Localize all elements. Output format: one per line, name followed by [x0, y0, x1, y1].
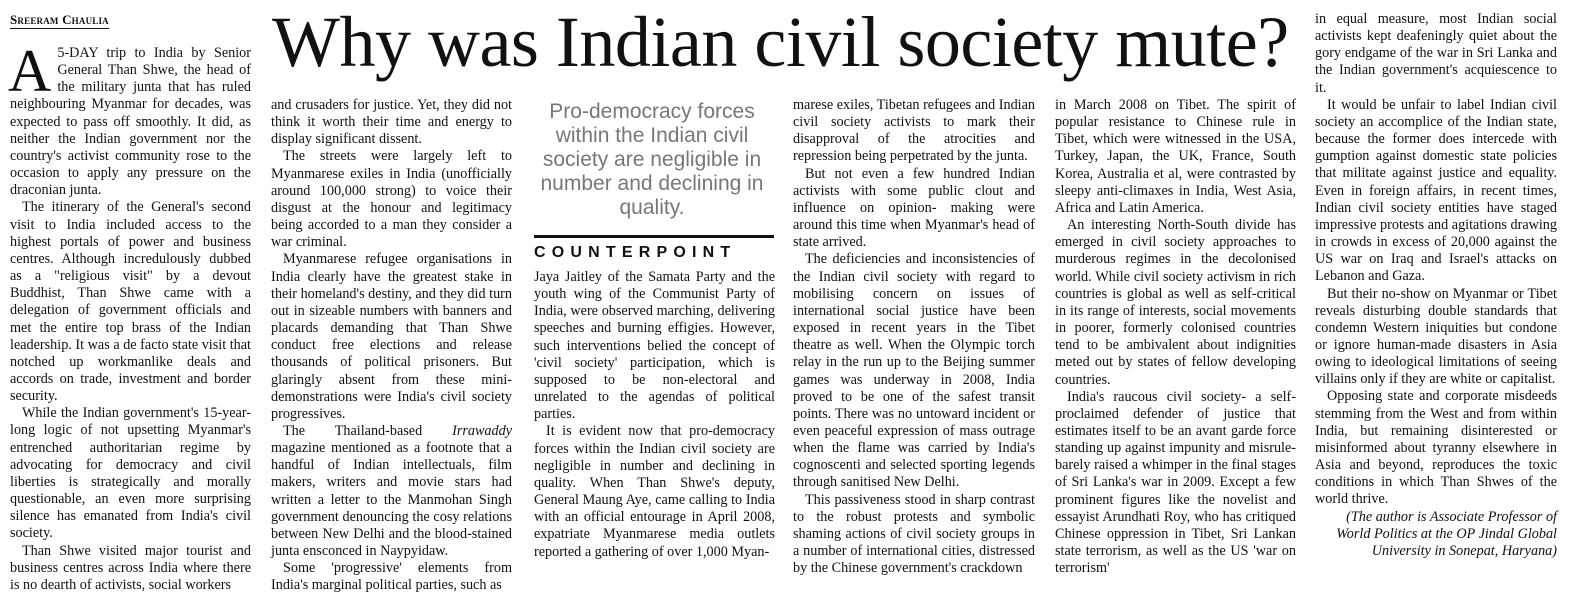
section-kicker: COUNTERPOINT	[534, 244, 737, 261]
paragraph: Myanmarese refugee organisations in India clearly have the greatest stake in their homeland's destiny, and they did turn out in sizeable numbers with banners and placards demanding that Than Shwe conduct free elections and release thousands of political prisoners. But glaringly absent from these mini-demonstrations were India's civil society progressives.	[271, 251, 512, 422]
byline: Sreeram Chaulia	[10, 12, 109, 27]
drop-cap: A	[8, 38, 52, 104]
article-column-5	[1055, 97, 1296, 577]
paragraph: It would be unfair to label Indian civil society an accomplice of the Indian state, because the former does intercede with gumption against domestic state policies that militate against justice and equality. Even in foreign affairs, in recent times, Indian civil society entities have staged impressive protests and agitations drawing in crowds in excess of 20,000 against the US war on Iraq and Israel's attacks on Lebanon and Gaza.	[1315, 96, 1557, 285]
headline: Why was Indian civil society mute?	[272, 2, 1289, 82]
paragraph	[8, 38, 251, 199]
article-column-1	[8, 38, 251, 594]
author-credit: (The author is Associate Professor of World Politics at the OP Jindal Global University in Sonepat, Haryana)	[1336, 508, 1557, 559]
paragraph: While the Indian government's 15-year-long logic of not upsetting Myanmar's entrenched authoritarian regime by advocating for democracy and civil liberties is strategically and morally questionable, an even more surprising silence has emanated from India's civil society.	[10, 405, 251, 542]
paragraph: Opposing state and corporate misdeeds stemming from the West and from within India, but remaining disinterested or misinformed about tyranny elsewhere in Asia and beyond, reproduces the toxic conditions in which Than Shwes of the world thrive.	[1315, 388, 1557, 508]
article-column-6	[1315, 11, 1557, 560]
paragraph: marese exiles, Tibetan refugees and Indian civil society activists to mark their disapproval of the atrocities and repression being perpetrated by the junta.	[793, 97, 1035, 165]
paragraph: Than Shwe visited major tourist and business centres across India where there is no dearth of activists, social workers	[10, 542, 251, 593]
paragraph: The streets were largely left to Myanmarese exiles in India (unofficially around 100,000 strong) to voice their disgust at the honour and legitimacy being accorded to a man they consider a war criminal.	[271, 148, 512, 251]
paragraph: and crusaders for justice. Yet, they did not think it worth their time and energy to display significant dissent.	[271, 97, 512, 148]
paragraph: in equal measure, most Indian social activists kept deafeningly quiet about the gory endgame of the war in Sri Lanka and the Indian government's acquiescence to it.	[1315, 11, 1557, 96]
divider	[534, 235, 774, 238]
paragraph-text: The Thailand-based	[283, 422, 453, 439]
pull-quote: Pro-democracy forces within the Indian civil society are negligible in number and declining in quality.	[540, 100, 764, 219]
paragraph	[271, 423, 512, 560]
paragraph-text: 5-DAY trip to India by Senior General Than Shwe, the head of the military junta that has ruled neighbouring Myanmar for decades, was expected to pass off smoothly. It did, as neither the Indian government nor the country's activist community rose to the occasion to apply any pressure on the draconian junta.	[10, 45, 251, 199]
article-column-2	[271, 97, 512, 595]
magazine-name: Irrawaddy	[452, 422, 512, 439]
paragraph: The deficiencies and inconsistencies of the Indian civil society with regard to mobilising concern on issues of international social justice have been exposed in recent years in the Tibet theatre as well. When the Olympic torch relay in the run up to the Beijing summer games was underway in 2008, India proved to be one of the safest transit points. There was no untoward incident or even peaceful expression of mass outrage when the flame was carried by India's cognoscenti and selected sporting legends through sanitised New Delhi.	[793, 251, 1035, 491]
paragraph: India's raucous civil society- a self-proclaimed defender of justice that estimates itself to be an avant garde force standing up against impunity and misrule- barely raised a whimper in the final stages of Sri Lanka's war in 2009. Except a few prominent figures like the novelist and essayist Arundhati Roy, who has critiqued Chinese oppression in Tibet, Sri Lankan state terrorism, as well as the US 'war on terrorism'	[1055, 388, 1296, 577]
paragraph: This passiveness stood in sharp contrast to the robust protests and symbolic shaming actions of civil society groups in a number of international cities, distressed by the Chinese government's crackdown	[793, 491, 1035, 577]
paragraph: But their no-show on Myanmar or Tibet reveals disturbing double standards that condemn Western iniquities but condone or ignore human-made disasters in Asia owing to ideological limitations of seeing villains only if they are white or capitalist.	[1315, 285, 1557, 388]
paragraph: in March 2008 on Tibet. The spirit of popular resistance to Chinese rule in Tibet, which were witnessed in the USA, Turkey, Japan, the UK, France, South Korea, Australia et al, were contrasted by sleepy anti-climaxes in India, West Asia, Africa and Latin America.	[1055, 97, 1296, 216]
article-column-4	[793, 97, 1035, 577]
paragraph: It is evident now that pro-democracy forces within the Indian civil society are negligible in number and declining in quality. When Than Shwe's deputy, General Maung Aye, came calling to India with an official entourage in April 2008, expatriate Myanmarese media outlets reported a gathering of over 1,000 Myan-	[534, 423, 775, 560]
paragraph-text: magazine mentioned as a footnote that a handful of Indian intellectuals, film makers, writers and movie stars had written a letter to the Manmohan Singh government denouncing the cosy relations between New Delhi and the blood-stained junta ensconced in Naypyidaw.	[271, 440, 512, 560]
paragraph: The itinerary of the General's second visit to India included access to the highest portals of power and business centres. Although incredulously dubbed as a "religious visit" by a devout Buddhist, Than Shwe came with a delegation of government officials and met the entire top brass of the Indian leadership. It was a de facto state visit that notched up workmanlike deals and accords on trade, investment and border security.	[10, 199, 251, 405]
article-column-3	[534, 269, 775, 561]
paragraph: But not even a few hundred Indian activists with some public clout and influence on opinion- making were around this time when Myanmar's head of state arrived.	[793, 165, 1035, 251]
paragraph: Jaya Jaitley of the Samata Party and the youth wing of the Communist Party of India, were observed marching, delivering speeches and burning effigies. However, such interventions belied the concept of 'civil society' participation, which is supposed to be non-electoral and unrelated to the agendas of political parties.	[534, 269, 775, 423]
paragraph: An interesting North-South divide has emerged in civil society approaches to murderous regimes in the decolonised world. While civil society activism in rich countries is global as well as self-critical in its range of interests, social movements in poorer, formerly colonised countries tend to be ambivalent about indignities meted out by states of fellow developing countries.	[1055, 217, 1296, 388]
paragraph: Some 'progressive' elements from India's marginal political parties, such as	[271, 560, 512, 594]
